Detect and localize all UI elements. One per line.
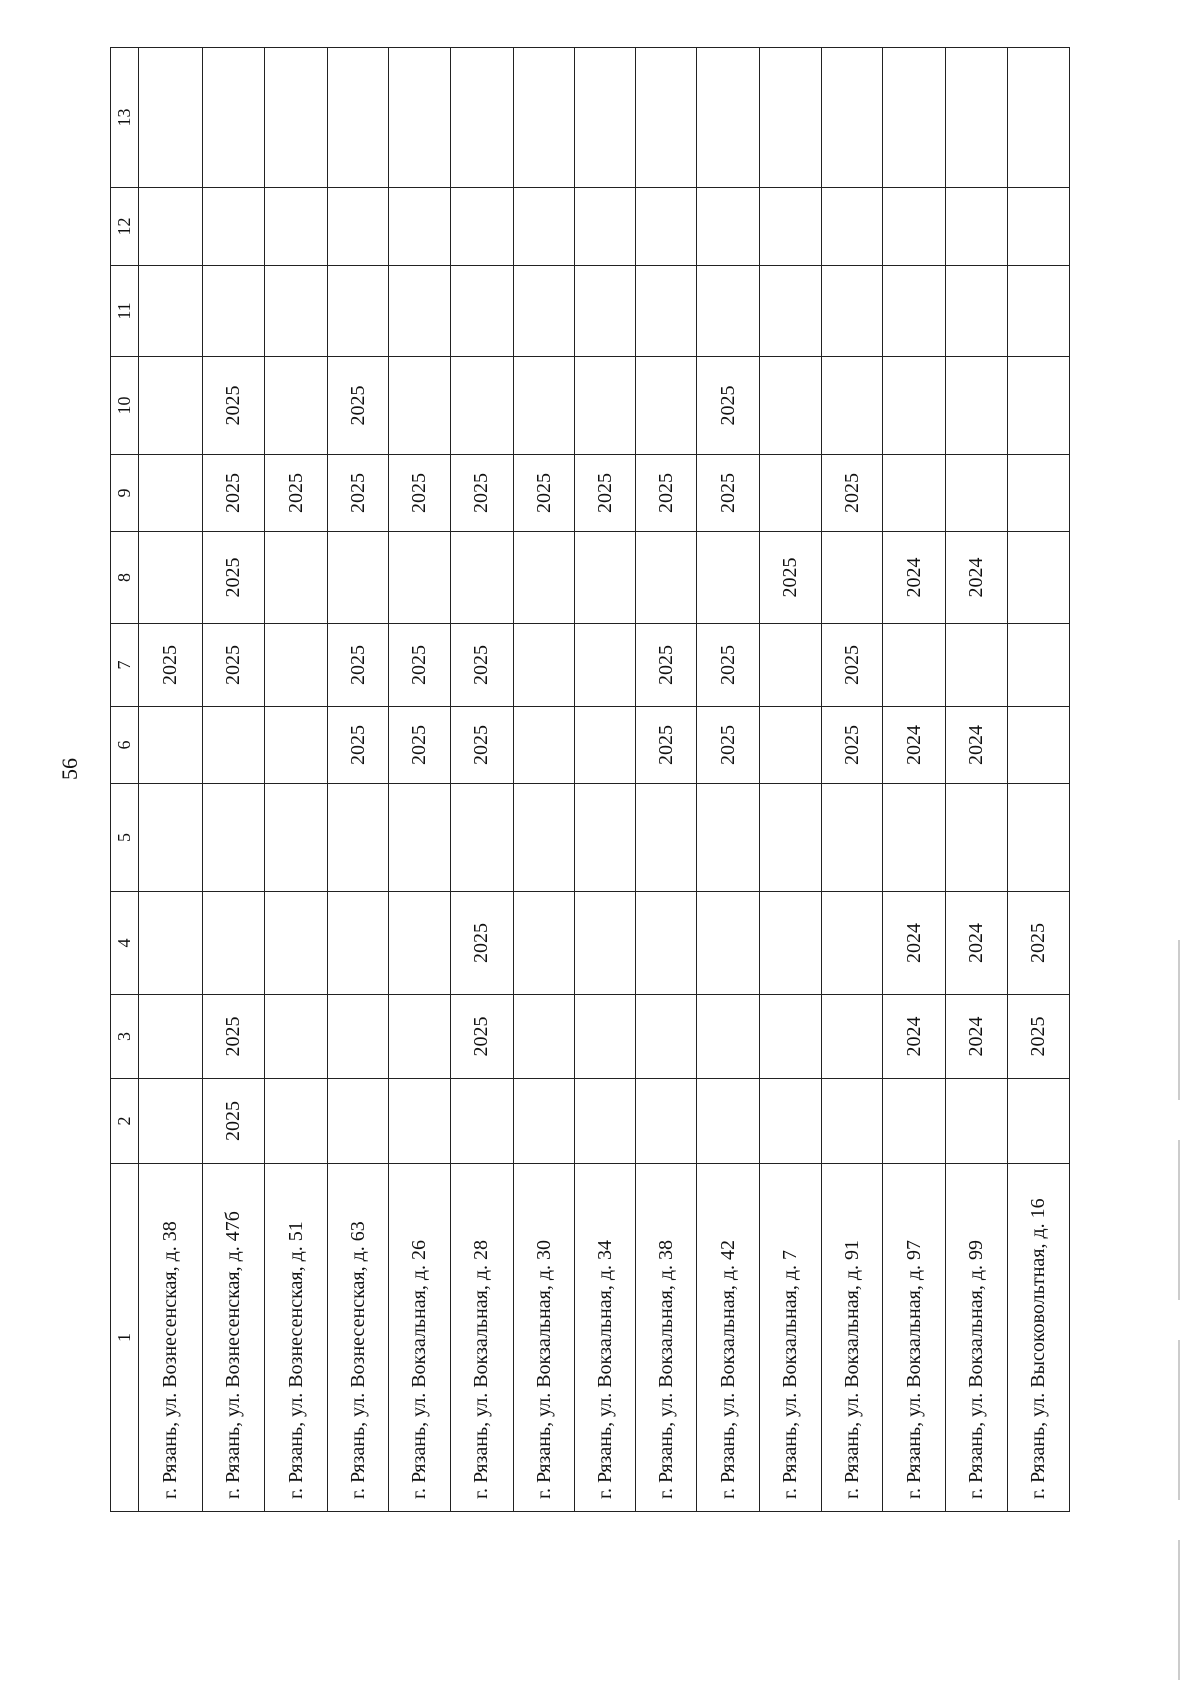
address-cell: г. Рязань, ул. Вокзальная, д. 30 (513, 1164, 574, 1512)
year-cell: 2025 (450, 455, 513, 532)
year-cell (821, 784, 882, 892)
address-cell: г. Рязань, ул. Вокзальная, д. 34 (575, 1164, 636, 1512)
year-cell (759, 266, 821, 357)
year-cell (697, 784, 759, 892)
year-cell: 2024 (946, 995, 1007, 1079)
year-cell: 2025 (697, 707, 759, 784)
year-cell: 2025 (328, 357, 389, 455)
column-header-6: 6 (111, 707, 139, 784)
year-cell (821, 188, 882, 266)
year-cell (759, 1079, 821, 1164)
year-cell (821, 266, 882, 357)
year-cell (883, 624, 946, 707)
year-cell (328, 1079, 389, 1164)
year-cell (389, 784, 450, 892)
year-cell (636, 784, 697, 892)
table-row (759, 48, 821, 1512)
year-cell: 2025 (450, 995, 513, 1079)
year-cell (575, 532, 636, 624)
year-cell (450, 266, 513, 357)
year-cell (389, 266, 450, 357)
year-cell (575, 357, 636, 455)
year-cell (946, 1079, 1007, 1164)
year-cell (636, 892, 697, 995)
year-cell: 2024 (883, 707, 946, 784)
year-cell (513, 892, 574, 995)
table-row (139, 48, 202, 1512)
year-cell (759, 188, 821, 266)
table-row (264, 48, 327, 1512)
column-header-3: 3 (111, 995, 139, 1079)
year-cell (264, 624, 327, 707)
column-header-7: 7 (111, 624, 139, 707)
year-cell (636, 532, 697, 624)
address-cell: г. Рязань, ул. Вознесенская, д. 38 (139, 1164, 202, 1512)
year-cell (450, 357, 513, 455)
year-cell (202, 266, 264, 357)
table-row (328, 48, 389, 1512)
year-cell (264, 266, 327, 357)
year-cell (883, 784, 946, 892)
header-row (111, 48, 139, 1512)
year-cell (328, 995, 389, 1079)
table-row (389, 48, 450, 1512)
address-cell: г. Рязань, ул. Вокзальная, д. 42 (697, 1164, 759, 1512)
year-cell (389, 357, 450, 455)
year-cell (759, 48, 821, 188)
year-cell (759, 784, 821, 892)
year-cell (513, 357, 574, 455)
year-cell (139, 188, 202, 266)
year-cell (821, 1079, 882, 1164)
year-cell (264, 532, 327, 624)
year-cell: 2025 (389, 455, 450, 532)
year-cell (264, 48, 327, 188)
year-cell (328, 188, 389, 266)
year-cell (1007, 707, 1069, 784)
year-cell (575, 892, 636, 995)
year-cell (759, 624, 821, 707)
year-cell (328, 48, 389, 188)
year-cell (636, 357, 697, 455)
year-cell: 2025 (202, 455, 264, 532)
year-cell: 2025 (821, 624, 882, 707)
table-row (450, 48, 513, 1512)
year-cell (1007, 48, 1069, 188)
year-cell (328, 892, 389, 995)
address-cell: г. Рязань, ул. Вокзальная, д. 38 (636, 1164, 697, 1512)
address-cell: г. Рязань, ул. Вокзальная, д. 97 (883, 1164, 946, 1512)
year-cell (946, 48, 1007, 188)
year-cell (697, 188, 759, 266)
page-number: 56 (57, 758, 82, 780)
year-cell (821, 357, 882, 455)
year-cell (389, 995, 450, 1079)
year-cell: 2025 (389, 624, 450, 707)
year-cell (389, 1079, 450, 1164)
year-cell (883, 48, 946, 188)
year-cell: 2024 (883, 892, 946, 995)
column-header-1: 1 (111, 1164, 139, 1512)
year-cell (1007, 1079, 1069, 1164)
year-cell: 2025 (389, 707, 450, 784)
year-cell (759, 892, 821, 995)
address-cell: г. Рязань, ул. Вокзальная, д. 99 (946, 1164, 1007, 1512)
column-header-9: 9 (111, 455, 139, 532)
year-cell (636, 188, 697, 266)
column-header-11: 11 (111, 266, 139, 357)
year-cell (139, 892, 202, 995)
year-cell (513, 995, 574, 1079)
year-cell (264, 784, 327, 892)
year-cell (575, 707, 636, 784)
year-cell (759, 707, 821, 784)
table-row (202, 48, 264, 1512)
year-cell (575, 1079, 636, 1164)
year-cell (1007, 624, 1069, 707)
year-cell: 2025 (202, 532, 264, 624)
year-cell (202, 188, 264, 266)
year-cell: 2024 (883, 532, 946, 624)
year-cell (759, 357, 821, 455)
year-cell (389, 188, 450, 266)
year-cell (759, 455, 821, 532)
schedule-table-rotated (110, 48, 1070, 1512)
year-cell: 2025 (202, 1079, 264, 1164)
column-header-13: 13 (111, 48, 139, 188)
year-cell (202, 707, 264, 784)
year-cell (697, 266, 759, 357)
column-header-12: 12 (111, 188, 139, 266)
year-cell (264, 1079, 327, 1164)
year-cell (139, 455, 202, 532)
year-cell: 2025 (202, 357, 264, 455)
year-cell (264, 188, 327, 266)
year-cell: 2024 (946, 707, 1007, 784)
year-cell (202, 784, 264, 892)
year-cell (139, 532, 202, 624)
year-cell: 2025 (139, 624, 202, 707)
year-cell (636, 48, 697, 188)
address-cell: г. Рязань, ул. Вознесенская, д. 51 (264, 1164, 327, 1512)
year-cell: 2025 (450, 707, 513, 784)
year-cell (139, 784, 202, 892)
address-cell: г. Рязань, ул. Вокзальная, д. 91 (821, 1164, 882, 1512)
table-row (946, 48, 1007, 1512)
column-header-4: 4 (111, 892, 139, 995)
column-header-8: 8 (111, 532, 139, 624)
year-cell (450, 532, 513, 624)
year-cell (328, 266, 389, 357)
year-cell (697, 48, 759, 188)
year-cell (202, 892, 264, 995)
table-row (697, 48, 759, 1512)
year-cell: 2025 (450, 892, 513, 995)
year-cell (450, 48, 513, 188)
table-row (883, 48, 946, 1512)
address-cell: г. Рязань, ул. Вознесенская, д. 47б (202, 1164, 264, 1512)
year-cell (883, 357, 946, 455)
year-cell (513, 784, 574, 892)
year-cell: 2025 (759, 532, 821, 624)
year-cell (946, 784, 1007, 892)
year-cell (575, 995, 636, 1079)
year-cell: 2025 (636, 455, 697, 532)
year-cell (821, 995, 882, 1079)
address-cell: г. Рязань, ул. Вознесенская, д. 63 (328, 1164, 389, 1512)
year-cell (264, 892, 327, 995)
year-cell (513, 624, 574, 707)
year-cell: 2025 (202, 624, 264, 707)
year-cell (1007, 455, 1069, 532)
year-cell (636, 1079, 697, 1164)
year-cell (946, 455, 1007, 532)
schedule-table-wrapper (110, 48, 1070, 1512)
year-cell (575, 48, 636, 188)
year-cell (139, 357, 202, 455)
address-cell: г. Рязань, ул. Вокзальная, д. 7 (759, 1164, 821, 1512)
year-cell (575, 266, 636, 357)
year-cell (389, 48, 450, 188)
year-cell (139, 266, 202, 357)
year-cell (450, 784, 513, 892)
year-cell (1007, 357, 1069, 455)
year-cell: 2024 (883, 995, 946, 1079)
year-cell (883, 266, 946, 357)
year-cell (1007, 784, 1069, 892)
year-cell (264, 707, 327, 784)
year-cell (513, 707, 574, 784)
year-cell (513, 48, 574, 188)
column-header-2: 2 (111, 1079, 139, 1164)
year-cell: 2025 (636, 624, 697, 707)
year-cell (139, 995, 202, 1079)
address-cell: г. Рязань, ул. Вокзальная, д. 26 (389, 1164, 450, 1512)
year-cell: 2025 (1007, 892, 1069, 995)
year-cell: 2025 (821, 455, 882, 532)
year-cell: 2025 (821, 707, 882, 784)
year-cell (636, 266, 697, 357)
year-cell (513, 188, 574, 266)
year-cell: 2025 (264, 455, 327, 532)
year-cell (821, 48, 882, 188)
column-header-10: 10 (111, 357, 139, 455)
year-cell (697, 892, 759, 995)
year-cell (264, 995, 327, 1079)
year-cell (946, 188, 1007, 266)
year-cell: 2025 (575, 455, 636, 532)
year-cell: 2025 (328, 455, 389, 532)
scan-edge-marks (1178, 940, 1180, 1680)
year-cell (821, 532, 882, 624)
year-cell (513, 266, 574, 357)
year-cell (575, 188, 636, 266)
year-cell (575, 784, 636, 892)
year-cell (697, 532, 759, 624)
table-row (1007, 48, 1069, 1512)
year-cell: 2025 (202, 995, 264, 1079)
year-cell (946, 624, 1007, 707)
year-cell (450, 188, 513, 266)
year-cell (636, 995, 697, 1079)
year-cell (575, 624, 636, 707)
year-cell (1007, 188, 1069, 266)
year-cell (389, 532, 450, 624)
year-cell: 2025 (636, 707, 697, 784)
year-cell (697, 1079, 759, 1164)
year-cell (328, 532, 389, 624)
year-cell (946, 266, 1007, 357)
year-cell: 2025 (697, 357, 759, 455)
year-cell (139, 707, 202, 784)
schedule-table-body (111, 48, 1070, 1512)
year-cell (513, 1079, 574, 1164)
schedule-table (110, 47, 1070, 1512)
year-cell (264, 357, 327, 455)
table-row (513, 48, 574, 1512)
year-cell: 2025 (328, 624, 389, 707)
address-cell: г. Рязань, ул. Вокзальная, д. 28 (450, 1164, 513, 1512)
year-cell (450, 1079, 513, 1164)
year-cell (883, 1079, 946, 1164)
year-cell (883, 455, 946, 532)
year-cell (1007, 532, 1069, 624)
table-row (575, 48, 636, 1512)
column-header-5: 5 (111, 784, 139, 892)
year-cell: 2025 (697, 624, 759, 707)
year-cell (389, 892, 450, 995)
year-cell (202, 48, 264, 188)
address-cell: г. Рязань, ул. Высоковольтная, д. 16 (1007, 1164, 1069, 1512)
year-cell: 2025 (513, 455, 574, 532)
year-cell (946, 357, 1007, 455)
table-row (821, 48, 882, 1512)
year-cell (759, 995, 821, 1079)
year-cell: 2025 (697, 455, 759, 532)
year-cell: 2024 (946, 892, 1007, 995)
year-cell: 2024 (946, 532, 1007, 624)
year-cell: 2025 (450, 624, 513, 707)
year-cell (513, 532, 574, 624)
table-row (636, 48, 697, 1512)
year-cell: 2025 (328, 707, 389, 784)
year-cell (821, 892, 882, 995)
year-cell (139, 48, 202, 188)
year-cell (697, 995, 759, 1079)
year-cell (883, 188, 946, 266)
year-cell (328, 784, 389, 892)
year-cell (139, 1079, 202, 1164)
year-cell (1007, 266, 1069, 357)
year-cell: 2025 (1007, 995, 1069, 1079)
